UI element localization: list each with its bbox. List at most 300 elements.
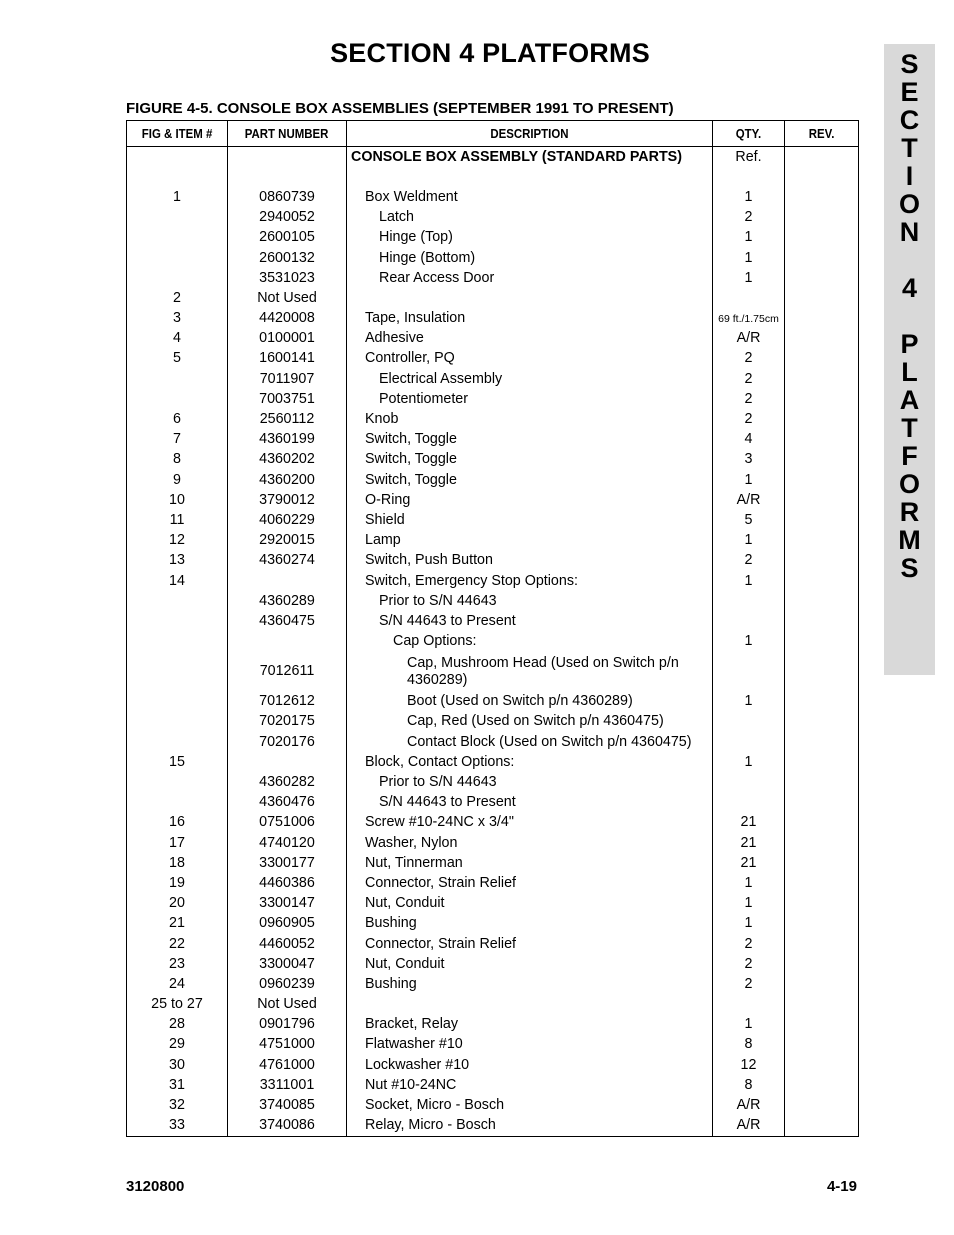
description-cell: Switch, Toggle bbox=[347, 430, 713, 450]
side-tab-letter: A bbox=[899, 385, 920, 415]
description-cell bbox=[347, 167, 713, 187]
rev-cell bbox=[785, 228, 859, 248]
qty-cell: 5 bbox=[713, 510, 785, 530]
description-cell: Screw #10-24NC x 3/4" bbox=[347, 813, 713, 833]
part-number-cell: 3740086 bbox=[228, 1116, 347, 1137]
fig-item-cell: 2 bbox=[127, 288, 228, 308]
fig-item-cell bbox=[127, 389, 228, 409]
rev-cell bbox=[785, 1095, 859, 1115]
part-number-cell: 2940052 bbox=[228, 208, 347, 228]
fig-item-cell: 6 bbox=[127, 409, 228, 429]
part-number-cell: 7012611 bbox=[228, 652, 347, 692]
description-cell: Connector, Strain Relief bbox=[347, 873, 713, 893]
description-cell: Tape, Insulation bbox=[347, 309, 713, 329]
description-cell: Cap, Red (Used on Switch p/n 4360475) bbox=[347, 712, 713, 732]
side-tab-letter: S bbox=[900, 553, 919, 583]
fig-item-cell: 5 bbox=[127, 349, 228, 369]
side-tab-letter: N bbox=[899, 217, 920, 247]
side-tab-letters bbox=[884, 50, 935, 582]
fig-item-cell: 25 to 27 bbox=[127, 995, 228, 1015]
part-number-cell: 3300047 bbox=[228, 954, 347, 974]
table-header-row bbox=[127, 121, 859, 147]
side-tab-letter: E bbox=[900, 77, 919, 107]
side-tab-letter: 4 bbox=[901, 273, 918, 303]
description-cell: Shield bbox=[347, 510, 713, 530]
fig-item-cell: 8 bbox=[127, 450, 228, 470]
table-row bbox=[127, 591, 859, 611]
part-number-cell: 4460386 bbox=[228, 873, 347, 893]
rev-cell bbox=[785, 752, 859, 772]
part-number-cell: 7012612 bbox=[228, 692, 347, 712]
side-tab-letter: T bbox=[901, 413, 918, 443]
fig-item-cell bbox=[127, 652, 228, 692]
fig-item-cell: 17 bbox=[127, 833, 228, 853]
qty-cell bbox=[713, 611, 785, 631]
side-tab-letter: F bbox=[901, 441, 918, 471]
rev-cell bbox=[785, 732, 859, 752]
side-tab-letter bbox=[884, 246, 935, 274]
table-row bbox=[127, 450, 859, 470]
table-row bbox=[127, 793, 859, 813]
rev-cell bbox=[785, 894, 859, 914]
qty-cell: 2 bbox=[713, 349, 785, 369]
fig-item-cell: 9 bbox=[127, 470, 228, 490]
parts-table-body bbox=[127, 147, 859, 1137]
rev-cell bbox=[785, 147, 859, 168]
part-number-cell: 4420008 bbox=[228, 309, 347, 329]
rev-cell bbox=[785, 430, 859, 450]
rev-cell bbox=[785, 995, 859, 1015]
page-title: SECTION 4 PLATFORMS bbox=[330, 38, 650, 68]
part-number-cell: 4360289 bbox=[228, 591, 347, 611]
part-number-cell: 0860739 bbox=[228, 187, 347, 207]
description-cell: Cap, Mushroom Head (Used on Switch p/n 4360289) bbox=[347, 652, 713, 692]
side-tab-letter: I bbox=[905, 161, 914, 191]
description-cell: Switch, Toggle bbox=[347, 470, 713, 490]
fig-item-cell bbox=[127, 772, 228, 792]
qty-cell bbox=[713, 712, 785, 732]
qty-cell bbox=[713, 288, 785, 308]
part-number-cell: 3531023 bbox=[228, 268, 347, 288]
description-cell: Knob bbox=[347, 409, 713, 429]
table-row bbox=[127, 1075, 859, 1095]
part-number-cell: 1600141 bbox=[228, 349, 347, 369]
rev-cell bbox=[785, 813, 859, 833]
qty-cell: 8 bbox=[713, 1075, 785, 1095]
description-cell: Switch, Push Button bbox=[347, 551, 713, 571]
fig-item-cell: 22 bbox=[127, 934, 228, 954]
table-row bbox=[127, 349, 859, 369]
qty-cell: 1 bbox=[713, 894, 785, 914]
rev-cell bbox=[785, 369, 859, 389]
table-row bbox=[127, 732, 859, 752]
description-cell: Flatwasher #10 bbox=[347, 1035, 713, 1055]
qty-cell: 8 bbox=[713, 1035, 785, 1055]
description-cell: Switch, Toggle bbox=[347, 450, 713, 470]
description-cell: Bushing bbox=[347, 914, 713, 934]
part-number-cell: 4360202 bbox=[228, 450, 347, 470]
rev-cell bbox=[785, 591, 859, 611]
rev-cell bbox=[785, 208, 859, 228]
table-row bbox=[127, 813, 859, 833]
part-number-cell: 0751006 bbox=[228, 813, 347, 833]
fig-item-cell: 20 bbox=[127, 894, 228, 914]
table-row bbox=[127, 470, 859, 490]
rev-cell bbox=[785, 309, 859, 329]
header-qty: QTY. bbox=[713, 121, 785, 147]
fig-item-cell: 24 bbox=[127, 974, 228, 994]
qty-cell: 1 bbox=[713, 470, 785, 490]
side-tab-letter: L bbox=[901, 357, 918, 387]
qty-cell: 2 bbox=[713, 389, 785, 409]
table-row bbox=[127, 1055, 859, 1075]
table-row bbox=[127, 853, 859, 873]
section-side-tab bbox=[884, 44, 935, 675]
part-number-cell: 7011907 bbox=[228, 369, 347, 389]
qty-cell: 21 bbox=[713, 833, 785, 853]
part-number-cell: 3300147 bbox=[228, 894, 347, 914]
table-row bbox=[127, 369, 859, 389]
rev-cell bbox=[785, 1035, 859, 1055]
table-row bbox=[127, 873, 859, 893]
part-number-cell: 7020176 bbox=[228, 732, 347, 752]
part-number-cell bbox=[228, 752, 347, 772]
rev-cell bbox=[785, 934, 859, 954]
qty-cell: 2 bbox=[713, 409, 785, 429]
footer-page-number: 4-19 bbox=[826, 1178, 857, 1195]
description-cell bbox=[347, 995, 713, 1015]
figure-caption: FIGURE 4-5. CONSOLE BOX ASSEMBLIES (SEPTEMBER 1991 TO PRESENT) bbox=[126, 100, 674, 117]
fig-item-cell: 4 bbox=[127, 329, 228, 349]
header-rev: REV. bbox=[785, 121, 859, 147]
part-number-cell: 3311001 bbox=[228, 1075, 347, 1095]
qty-cell: 12 bbox=[713, 1055, 785, 1075]
qty-cell: 21 bbox=[713, 813, 785, 833]
rev-cell bbox=[785, 551, 859, 571]
fig-item-cell bbox=[127, 632, 228, 652]
rev-cell bbox=[785, 712, 859, 732]
table-row bbox=[127, 914, 859, 934]
fig-item-cell: 1 bbox=[127, 187, 228, 207]
table-row bbox=[127, 1015, 859, 1035]
rev-cell bbox=[785, 248, 859, 268]
description-cell: Bushing bbox=[347, 974, 713, 994]
fig-item-cell: 13 bbox=[127, 551, 228, 571]
fig-item-cell bbox=[127, 793, 228, 813]
table-row bbox=[127, 409, 859, 429]
part-number-cell: 4740120 bbox=[228, 833, 347, 853]
part-number-cell: 4761000 bbox=[228, 1055, 347, 1075]
part-number-cell: 0100001 bbox=[228, 329, 347, 349]
part-number-cell: 3300177 bbox=[228, 853, 347, 873]
fig-item-cell bbox=[127, 228, 228, 248]
fig-item-cell: 10 bbox=[127, 490, 228, 510]
fig-item-cell bbox=[127, 167, 228, 187]
qty-cell: 1 bbox=[713, 248, 785, 268]
table-row bbox=[127, 389, 859, 409]
header-part-number: PART NUMBER bbox=[228, 121, 347, 147]
table-row bbox=[127, 288, 859, 308]
part-number-cell: 4460052 bbox=[228, 934, 347, 954]
description-cell: Rear Access Door bbox=[347, 268, 713, 288]
rev-cell bbox=[785, 974, 859, 994]
part-number-cell: 4360274 bbox=[228, 551, 347, 571]
fig-item-cell: 33 bbox=[127, 1116, 228, 1137]
fig-item-cell bbox=[127, 208, 228, 228]
table-row bbox=[127, 208, 859, 228]
rev-cell bbox=[785, 632, 859, 652]
description-cell: Switch, Emergency Stop Options: bbox=[347, 571, 713, 591]
qty-cell: 1 bbox=[713, 531, 785, 551]
header-description: DESCRIPTION bbox=[347, 121, 713, 147]
part-number-cell: 4060229 bbox=[228, 510, 347, 530]
description-cell: S/N 44643 to Present bbox=[347, 793, 713, 813]
qty-cell: 1 bbox=[713, 692, 785, 712]
qty-cell: 3 bbox=[713, 450, 785, 470]
rev-cell bbox=[785, 288, 859, 308]
rev-cell bbox=[785, 914, 859, 934]
fig-item-cell: 31 bbox=[127, 1075, 228, 1095]
table-row bbox=[127, 752, 859, 772]
qty-cell: 2 bbox=[713, 974, 785, 994]
fig-item-cell bbox=[127, 732, 228, 752]
fig-item-cell bbox=[127, 147, 228, 168]
description-cell: Potentiometer bbox=[347, 389, 713, 409]
table-row bbox=[127, 531, 859, 551]
description-cell: Nut, Conduit bbox=[347, 954, 713, 974]
side-tab-letter: C bbox=[899, 105, 920, 135]
fig-item-cell: 30 bbox=[127, 1055, 228, 1075]
qty-cell: A/R bbox=[713, 490, 785, 510]
description-cell: Connector, Strain Relief bbox=[347, 934, 713, 954]
part-number-cell: 2920015 bbox=[228, 531, 347, 551]
part-number-cell bbox=[228, 632, 347, 652]
description-cell: Relay, Micro - Bosch bbox=[347, 1116, 713, 1137]
qty-cell: 2 bbox=[713, 934, 785, 954]
table-row bbox=[127, 652, 859, 692]
fig-item-cell: 29 bbox=[127, 1035, 228, 1055]
rev-cell bbox=[785, 793, 859, 813]
table-row bbox=[127, 954, 859, 974]
description-cell: Prior to S/N 44643 bbox=[347, 591, 713, 611]
part-number-cell: 4360475 bbox=[228, 611, 347, 631]
table-row bbox=[127, 329, 859, 349]
fig-item-cell: 3 bbox=[127, 309, 228, 329]
rev-cell bbox=[785, 692, 859, 712]
table-row bbox=[127, 571, 859, 591]
table-row bbox=[127, 167, 859, 187]
rev-cell bbox=[785, 1116, 859, 1137]
fig-item-cell: 14 bbox=[127, 571, 228, 591]
table-row bbox=[127, 692, 859, 712]
part-number-cell: 3740085 bbox=[228, 1095, 347, 1115]
qty-cell: 1 bbox=[713, 914, 785, 934]
part-number-cell: 4751000 bbox=[228, 1035, 347, 1055]
part-number-cell: 7003751 bbox=[228, 389, 347, 409]
qty-cell bbox=[713, 793, 785, 813]
side-tab-letter: M bbox=[898, 525, 921, 555]
description-cell: Contact Block (Used on Switch p/n 4360475) bbox=[347, 732, 713, 752]
table-row bbox=[127, 1116, 859, 1137]
description-cell: Cap Options: bbox=[347, 632, 713, 652]
description-cell: Prior to S/N 44643 bbox=[347, 772, 713, 792]
table-row bbox=[127, 974, 859, 994]
description-cell bbox=[347, 288, 713, 308]
rev-cell bbox=[785, 873, 859, 893]
part-number-cell: 4360282 bbox=[228, 772, 347, 792]
rev-cell bbox=[785, 1015, 859, 1035]
qty-cell bbox=[713, 652, 785, 692]
rev-cell bbox=[785, 510, 859, 530]
qty-cell: 1 bbox=[713, 268, 785, 288]
qty-cell: 1 bbox=[713, 571, 785, 591]
table-row bbox=[127, 1095, 859, 1115]
side-tab-letter: T bbox=[901, 133, 918, 163]
qty-cell: 2 bbox=[713, 954, 785, 974]
rev-cell bbox=[785, 833, 859, 853]
rev-cell bbox=[785, 611, 859, 631]
table-row bbox=[127, 833, 859, 853]
fig-item-cell: 19 bbox=[127, 873, 228, 893]
description-cell: Controller, PQ bbox=[347, 349, 713, 369]
side-tab-letter bbox=[884, 302, 935, 330]
rev-cell bbox=[785, 490, 859, 510]
fig-item-cell bbox=[127, 692, 228, 712]
part-number-cell: 4360476 bbox=[228, 793, 347, 813]
rev-cell bbox=[785, 450, 859, 470]
qty-cell bbox=[713, 772, 785, 792]
fig-item-cell: 21 bbox=[127, 914, 228, 934]
part-number-cell: 4360200 bbox=[228, 470, 347, 490]
fig-item-cell: 18 bbox=[127, 853, 228, 873]
table-row bbox=[127, 268, 859, 288]
fig-item-cell bbox=[127, 712, 228, 732]
table-row bbox=[127, 510, 859, 530]
part-number-cell bbox=[228, 147, 347, 168]
fig-item-cell: 32 bbox=[127, 1095, 228, 1115]
description-cell: Washer, Nylon bbox=[347, 833, 713, 853]
side-tab-letter: R bbox=[899, 497, 920, 527]
description-cell: CONSOLE BOX ASSEMBLY (STANDARD PARTS) bbox=[347, 147, 713, 168]
fig-item-cell bbox=[127, 248, 228, 268]
description-cell: Latch bbox=[347, 208, 713, 228]
rev-cell bbox=[785, 329, 859, 349]
table-row bbox=[127, 309, 859, 329]
table-row bbox=[127, 490, 859, 510]
qty-cell: 4 bbox=[713, 430, 785, 450]
description-cell: Boot (Used on Switch p/n 4360289) bbox=[347, 692, 713, 712]
fig-item-cell: 23 bbox=[127, 954, 228, 974]
qty-cell: A/R bbox=[713, 1095, 785, 1115]
table-row bbox=[127, 248, 859, 268]
rev-cell bbox=[785, 853, 859, 873]
table-row bbox=[127, 995, 859, 1015]
table-row bbox=[127, 430, 859, 450]
rev-cell bbox=[785, 349, 859, 369]
fig-item-cell: 7 bbox=[127, 430, 228, 450]
table-row bbox=[127, 147, 859, 168]
qty-cell: 69 ft./1.75cm bbox=[713, 309, 785, 329]
description-cell: O-Ring bbox=[347, 490, 713, 510]
qty-cell: 1 bbox=[713, 187, 785, 207]
qty-cell: A/R bbox=[713, 1116, 785, 1137]
fig-item-cell: 12 bbox=[127, 531, 228, 551]
footer-doc-number: 3120800 bbox=[126, 1178, 185, 1195]
description-cell: Hinge (Top) bbox=[347, 228, 713, 248]
rev-cell bbox=[785, 954, 859, 974]
qty-cell: A/R bbox=[713, 329, 785, 349]
fig-item-cell bbox=[127, 591, 228, 611]
side-tab-letter: P bbox=[900, 329, 919, 359]
part-number-cell: 3790012 bbox=[228, 490, 347, 510]
description-cell: Nut, Tinnerman bbox=[347, 853, 713, 873]
fig-item-cell: 15 bbox=[127, 752, 228, 772]
description-cell: Lamp bbox=[347, 531, 713, 551]
fig-item-cell bbox=[127, 369, 228, 389]
qty-cell: 21 bbox=[713, 853, 785, 873]
part-number-cell: 2600132 bbox=[228, 248, 347, 268]
part-number-cell: 2600105 bbox=[228, 228, 347, 248]
description-cell: Socket, Micro - Bosch bbox=[347, 1095, 713, 1115]
rev-cell bbox=[785, 772, 859, 792]
qty-cell: 1 bbox=[713, 873, 785, 893]
qty-cell: 2 bbox=[713, 208, 785, 228]
rev-cell bbox=[785, 187, 859, 207]
header-fig-item: FIG & ITEM # bbox=[127, 121, 228, 147]
part-number-cell: 0960239 bbox=[228, 974, 347, 994]
description-cell: Electrical Assembly bbox=[347, 369, 713, 389]
description-cell: Adhesive bbox=[347, 329, 713, 349]
description-cell: Lockwasher #10 bbox=[347, 1055, 713, 1075]
description-cell: Nut #10-24NC bbox=[347, 1075, 713, 1095]
table-row bbox=[127, 712, 859, 732]
rev-cell bbox=[785, 652, 859, 692]
part-number-cell: Not Used bbox=[228, 995, 347, 1015]
table-row bbox=[127, 551, 859, 571]
rev-cell bbox=[785, 167, 859, 187]
qty-cell bbox=[713, 591, 785, 611]
part-number-cell: 4360199 bbox=[228, 430, 347, 450]
fig-item-cell: 16 bbox=[127, 813, 228, 833]
description-cell: Box Weldment bbox=[347, 187, 713, 207]
side-tab-letter: O bbox=[898, 469, 920, 499]
part-number-cell: 2560112 bbox=[228, 409, 347, 429]
description-cell: Block, Contact Options: bbox=[347, 752, 713, 772]
table-row bbox=[127, 611, 859, 631]
qty-cell: 1 bbox=[713, 1015, 785, 1035]
qty-cell bbox=[713, 732, 785, 752]
qty-cell bbox=[713, 167, 785, 187]
qty-cell: 2 bbox=[713, 369, 785, 389]
description-cell: Hinge (Bottom) bbox=[347, 248, 713, 268]
side-tab-letter: O bbox=[898, 189, 920, 219]
rev-cell bbox=[785, 531, 859, 551]
rev-cell bbox=[785, 1055, 859, 1075]
description-cell: Bracket, Relay bbox=[347, 1015, 713, 1035]
part-number-cell bbox=[228, 571, 347, 591]
table-row bbox=[127, 894, 859, 914]
table-row bbox=[127, 934, 859, 954]
table-row bbox=[127, 187, 859, 207]
qty-cell: 2 bbox=[713, 551, 785, 571]
part-number-cell: Not Used bbox=[228, 288, 347, 308]
part-number-cell: 0960905 bbox=[228, 914, 347, 934]
table-row bbox=[127, 632, 859, 652]
fig-item-cell bbox=[127, 611, 228, 631]
description-cell: S/N 44643 to Present bbox=[347, 611, 713, 631]
part-number-cell: 0901796 bbox=[228, 1015, 347, 1035]
table-row bbox=[127, 772, 859, 792]
